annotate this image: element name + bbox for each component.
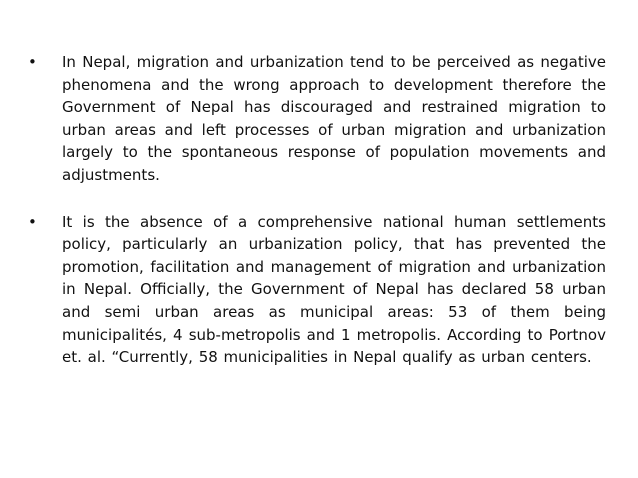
bullet-text: It is the absence of a comprehensive national human settlements policy, particularly an urbanization policy, that has prevented the promotion, facilitation and management of migration and urbanization in Nepal. Officially, the Government of Nepal has declared 58 urban and semi urban areas as municipal areas: 53 of them being municipalités, 4 sub-metropolis and 1 metropolis. According to Portnov et. al. “Currently, 58 municipalities in Nepal qualify as urban centers.	[62, 212, 606, 367]
bullet-mark: •	[28, 212, 37, 231]
bullet-item-settlements-policy	[28, 211, 606, 369]
bullet-item-migration-urbanization	[28, 51, 606, 187]
bullet-mark: •	[28, 53, 37, 71]
bullet-text: In Nepal, migration and urbanization tend to be perceived as negative phenomena and the wrong approach to development therefore the Government of Nepal has discouraged and restrained migration to urban areas and left processes of urban migration and urbanization largely to the spontaneous response of population movements and adjustments.	[62, 53, 606, 184]
bullet-list	[28, 51, 606, 369]
